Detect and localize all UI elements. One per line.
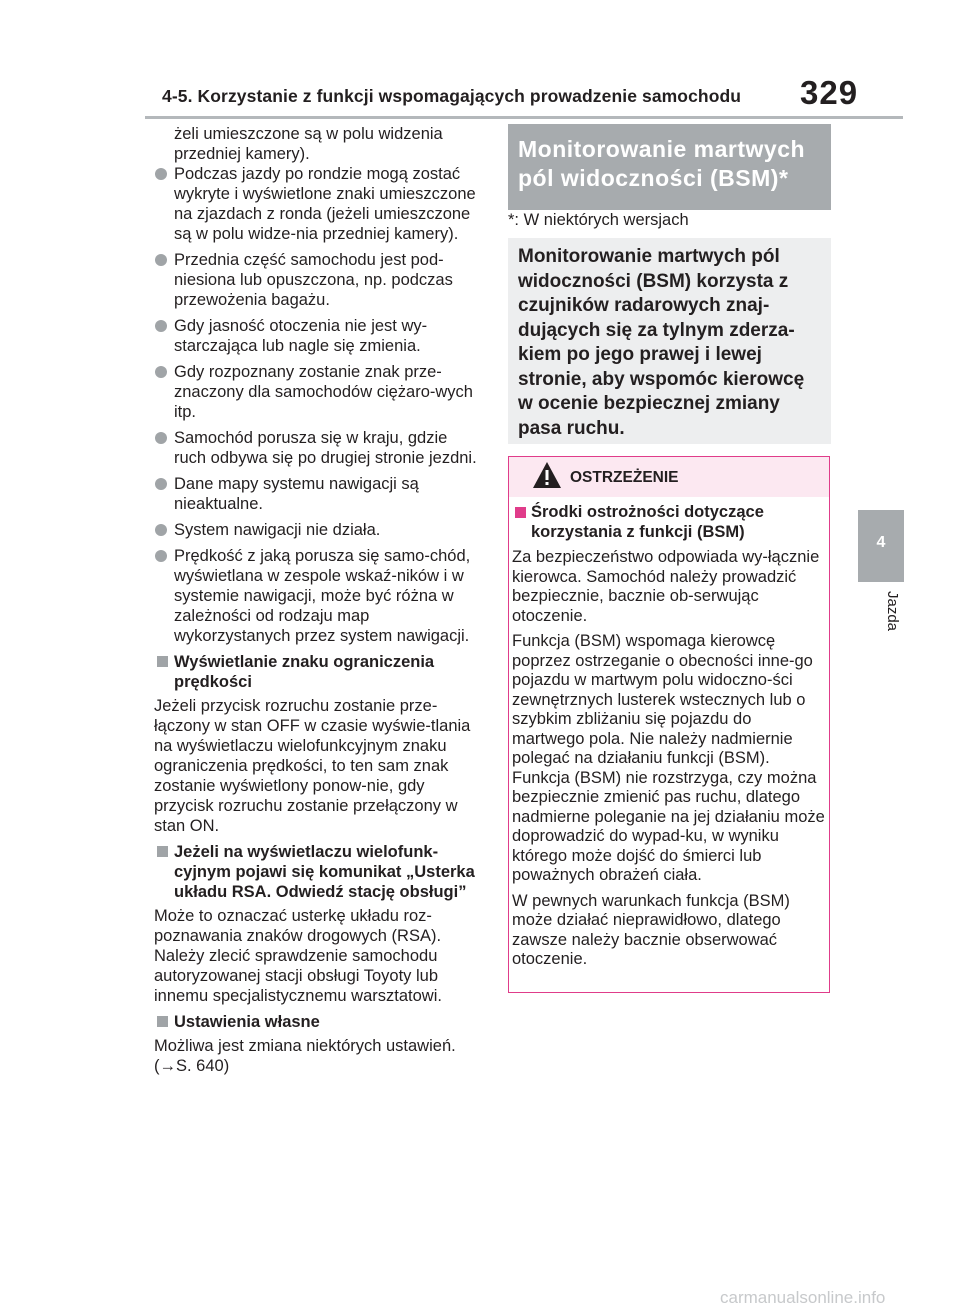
square-marker-icon <box>157 656 168 667</box>
section-text: Możliwa jest zmiana niektórych ustawień. (→S. 640) <box>154 1037 456 1075</box>
warning-paragraph: Funkcja (BSM) wspomaga kierowcę poprzez ostrzeganie o obecności inne-go pojazdu w martwym polu widoczno-ści zewnętrznych lusterek wstecznych lub o szybkim zbliżaniu się pojazdu do martwego pola. Nie należy nadmiernie polegać na działaniu funkcji (BSM). Funkcja (BSM) nie rozstrzyga, czy można bezpiecznie zmienić pas ruchu, dlatego nadmierne poleganie na jej działaniu może doprowadzić do wypad-ku, w wyniku którego może dojść do śmierci lub poważnych obrażeń ciała. <box>512 632 825 884</box>
summary-text: Monitorowanie martwych pól widoczności (BSM) korzysta z czujników radarowych znaj-dujących się za tylnym zderza-kiem po jego prawej i lewej stronie, aby wspomóc kierowcę w ocenie bezpiecznej zmiany pasa ruchu. <box>518 246 805 439</box>
list-item: Dane mapy systemu nawigacji są nieaktualne. <box>154 474 480 514</box>
chapter-header: 4-5. Korzystanie z funkcji wspomagających prowadzenie samochodu <box>162 86 742 106</box>
list-item: Przednia część samochodu jest pod-niesiona lub opuszczona, np. podczas przewożenia bagażu. <box>154 250 480 310</box>
warning-paragraph: Za bezpieczeństwo odpowiada wy-łącznie kierowca. Samochód należy prowadzić bezpiecznie, bacznie ob-serwując otoczenie. <box>512 548 820 625</box>
list-item: Podczas jazdy po rondzie mogą zostać wykryte i wyświetlone znaki umieszczone na zjazdach z ronda (jeżeli umieszczone są w polu widze-nia przedniej kamery). <box>154 164 480 244</box>
bullet-icon <box>155 366 167 378</box>
section-text: Może to oznaczać usterkę układu roz-poznawania znaków drogowych (RSA). Należy zlecić sprawdzenie samochodu autoryzowanej stacji obsługi Toyoty lub innemu specjalistycznemu warsztatowi. <box>154 907 442 1005</box>
warning-paragraph: W pewnych warunkach funkcja (BSM) może działać nieprawidłowo, dlatego zawsze należy bacznie obserwować otoczenie. <box>512 891 790 968</box>
warning-subheading: Środki ostrożności dotyczące korzystania z funkcji (BSM) <box>512 503 827 542</box>
list-item: Prędkość z jaką porusza się samo-chód, wyświetlana w zespole wskaź-ników i w systemie nawigacji, może być różna w zależności od rodzaju map wykorzystanych przez system nawigacji. <box>154 546 480 646</box>
footnote: *: W niektórych wersjach <box>508 211 689 229</box>
list-item: Gdy jasność otoczenia nie jest wy-starczająca lub nagle się zmienia. <box>154 316 480 356</box>
bullet-icon <box>155 432 167 444</box>
watermark: carmanualsonline.info <box>720 1288 886 1307</box>
bullet-icon <box>155 524 167 536</box>
section-heading: Ustawienia własne <box>154 1012 480 1032</box>
bullet-icon <box>155 320 167 332</box>
header-divider <box>145 116 903 119</box>
list-item: Samochód porusza się w kraju, gdzie ruch odbywa się po drugiej stronie jezdni. <box>154 428 480 468</box>
bullet-icon <box>155 254 167 266</box>
list-item: Gdy rozpoznany zostanie znak prze-znaczony dla samochodów ciężaro-wych itp. <box>154 362 480 422</box>
section-text: Jeżeli przycisk rozruchu zostanie prze-łączony w stan OFF w czasie wyświe-tlania na wyświetlaczu wielofunkcyjnym znaku ograniczenia prędkości, to ten sam znak zostanie wyświetlony ponow-nie, gdy przycisk rozruchu zostanie przełączony w stan ON. <box>154 697 471 835</box>
left-column <box>154 124 480 1076</box>
section-title: Monitorowanie martwych pól widoczności (BSM)* <box>518 136 806 191</box>
warning-triangle-icon <box>532 461 562 489</box>
bullet-icon <box>155 550 167 562</box>
section-heading: Jeżeli na wyświetlaczu wielofunk-cyjnym pojawi się komunikat „Usterka układu RSA. Odwiedź stację obsługi” <box>154 842 480 902</box>
warning-body <box>512 503 827 976</box>
bullet-icon <box>155 478 167 490</box>
page-number: 329 <box>800 74 859 111</box>
square-marker-icon <box>515 507 526 518</box>
list-item: System nawigacji nie działa. <box>154 520 480 540</box>
square-marker-icon <box>157 846 168 857</box>
square-marker-icon <box>157 1016 168 1027</box>
bullet-icon <box>155 168 167 180</box>
chapter-tab-number: 4 <box>876 534 886 551</box>
section-heading: Wyświetlanie znaku ograniczenia prędkości <box>154 652 480 692</box>
warning-label: OSTRZEŻENIE <box>570 469 679 486</box>
chapter-tab-label: Jazda <box>884 591 901 632</box>
intro-continuation: żeli umieszczone są w polu widzenia przedniej kamery). <box>174 125 443 163</box>
